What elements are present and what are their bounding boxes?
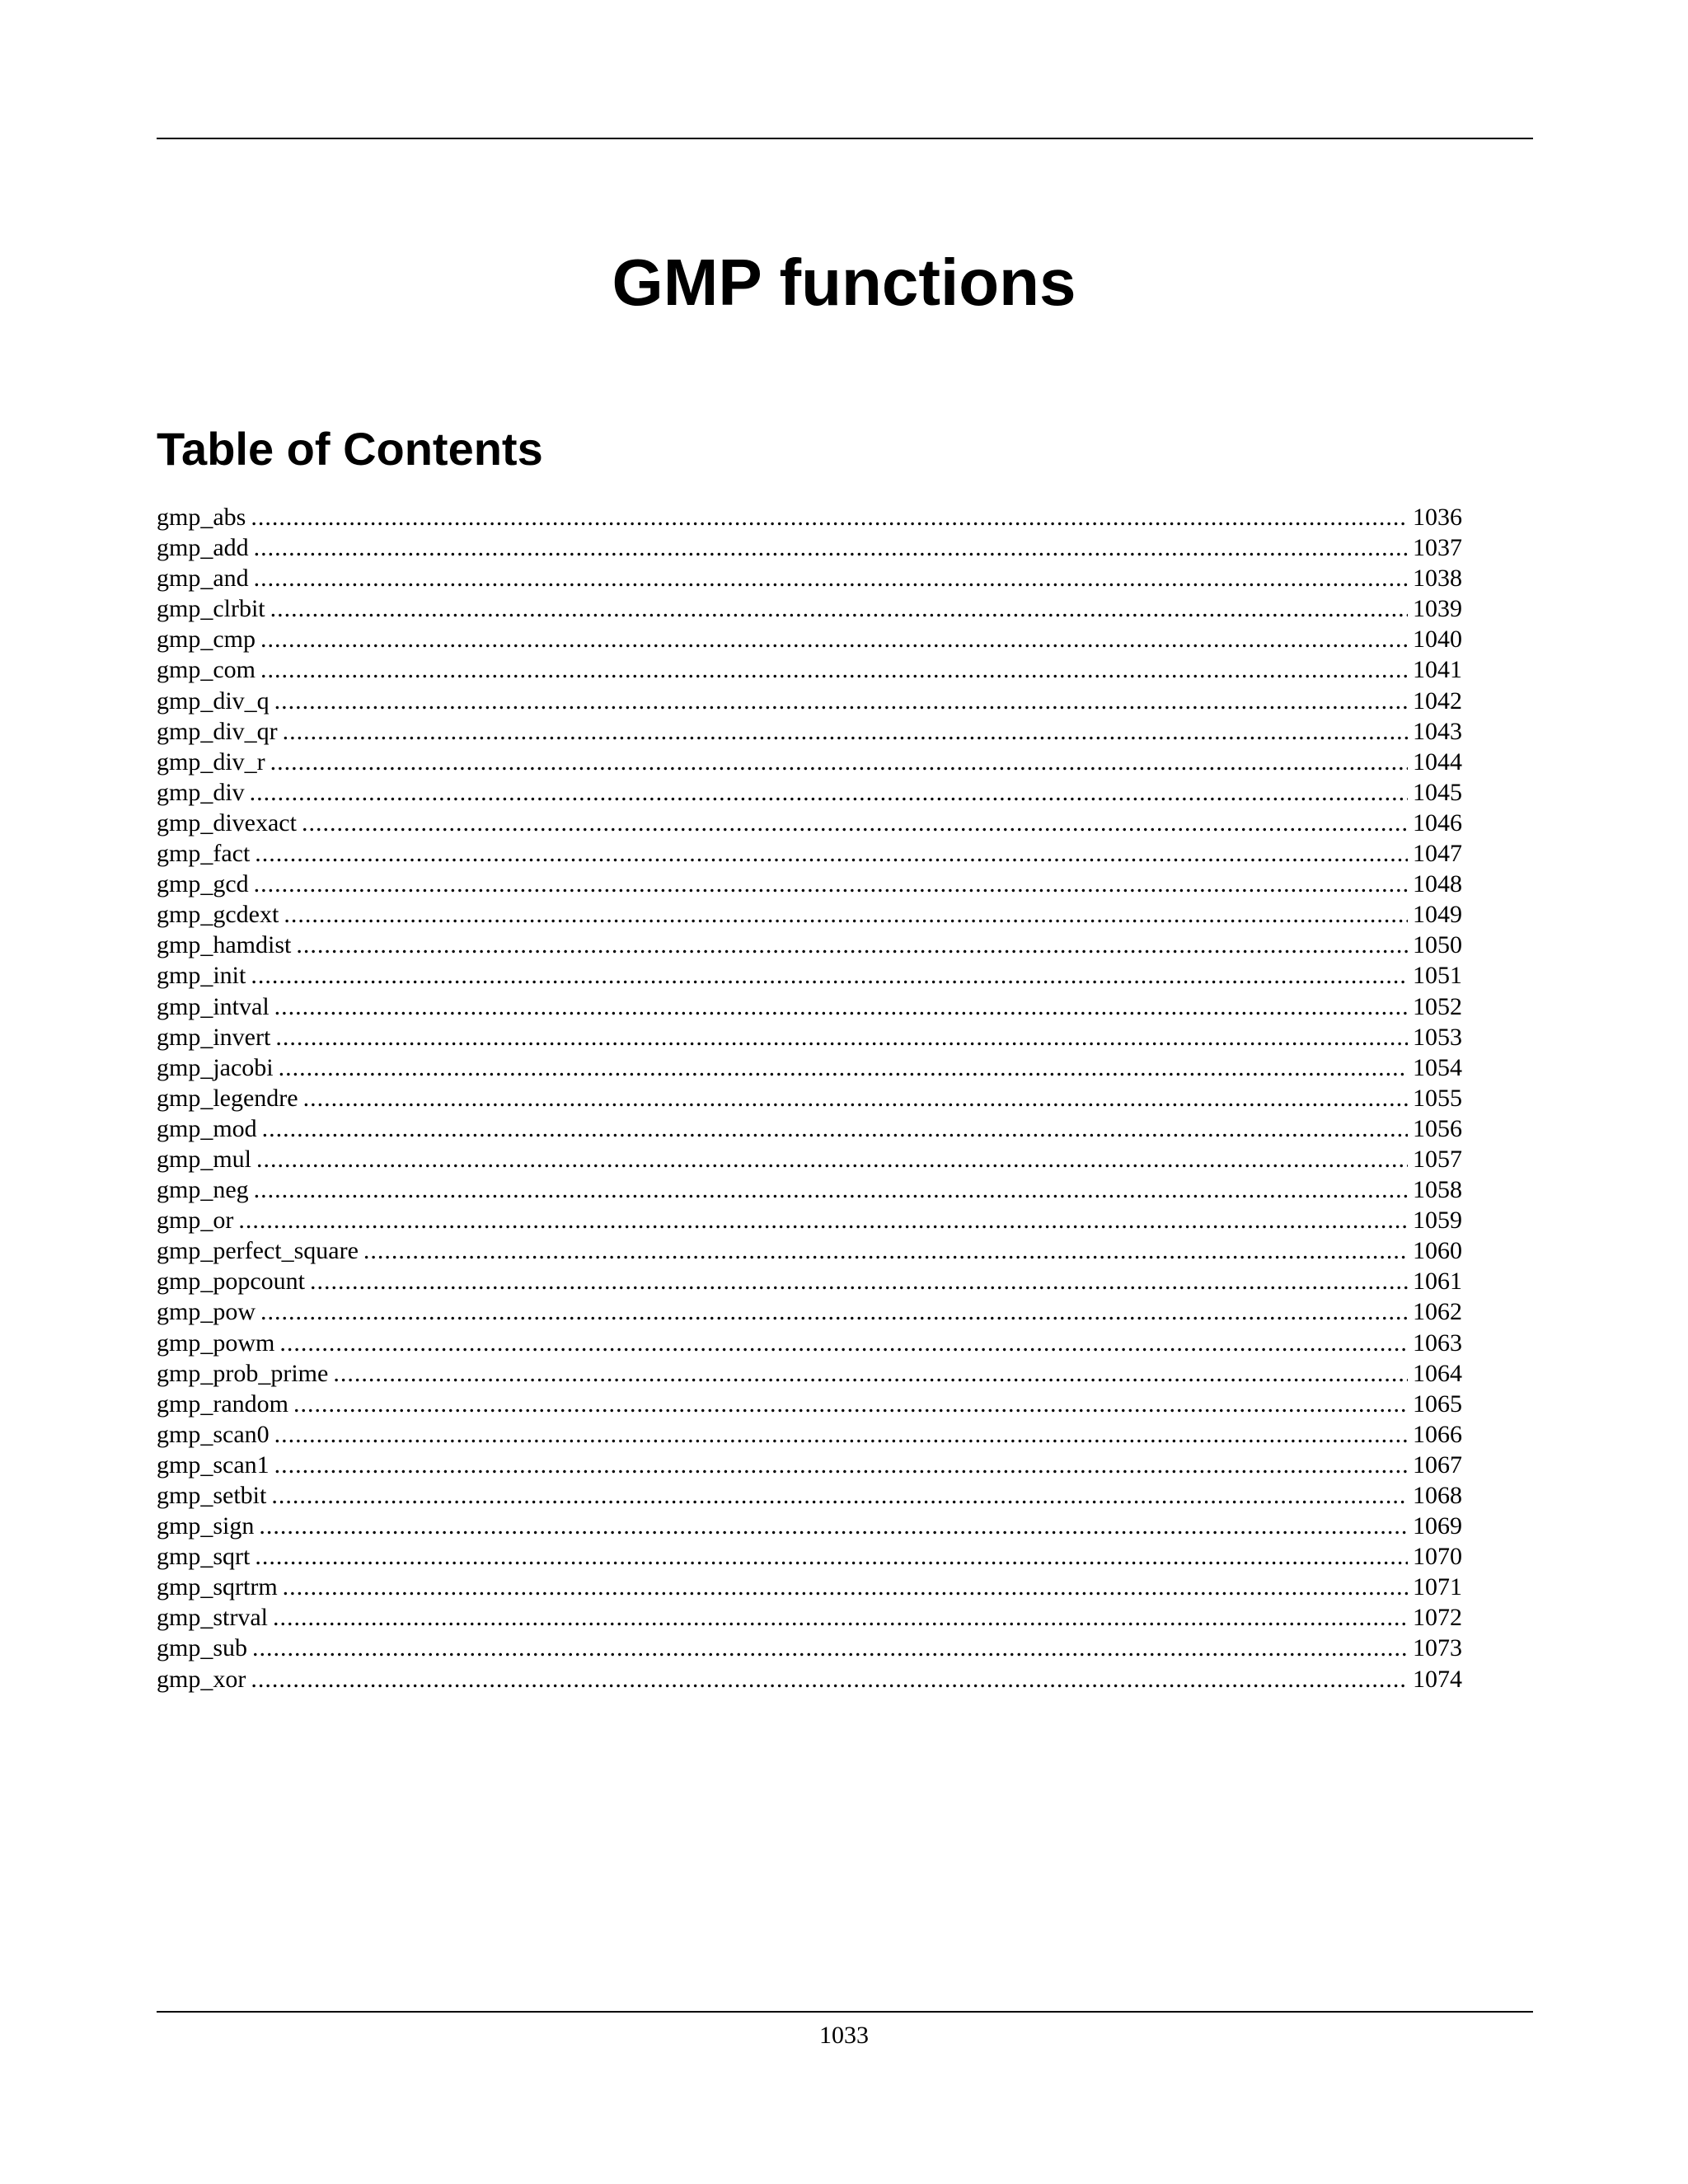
toc-entry[interactable] xyxy=(157,686,1462,716)
toc-entry[interactable] xyxy=(157,991,1462,1022)
toc-dot-leader xyxy=(251,502,1408,532)
toc-dot-leader xyxy=(273,1602,1408,1633)
toc-entry-page[interactable]: 1073 xyxy=(1413,1634,1462,1662)
toc-entry-name[interactable]: gmp_init xyxy=(157,962,246,990)
toc-entry-name[interactable]: gmp_sign xyxy=(157,1512,255,1540)
toc-entry[interactable] xyxy=(157,1205,1462,1235)
toc-entry[interactable] xyxy=(157,899,1462,930)
toc-entry[interactable] xyxy=(157,1664,1462,1694)
toc-entry-name[interactable]: gmp_scan0 xyxy=(157,1420,270,1448)
toc-dot-leader xyxy=(271,1480,1408,1511)
toc-entry-name[interactable]: gmp_sub xyxy=(157,1634,248,1662)
toc-entry[interactable] xyxy=(157,563,1462,593)
toc-dot-leader xyxy=(254,532,1408,563)
toc-entry-page[interactable]: 1043 xyxy=(1413,717,1462,745)
toc-entry[interactable] xyxy=(157,532,1462,563)
toc-dot-leader xyxy=(284,899,1408,930)
toc-dot-leader xyxy=(270,747,1408,777)
toc-entry-name[interactable]: gmp_invert xyxy=(157,1023,271,1051)
toc-entry-page[interactable]: 1070 xyxy=(1413,1543,1462,1571)
toc-entry-name[interactable]: gmp_setbit xyxy=(157,1482,267,1509)
toc-dot-leader xyxy=(279,1052,1408,1083)
toc-entry-page[interactable]: 1046 xyxy=(1413,808,1462,837)
toc-entry[interactable] xyxy=(157,777,1462,808)
toc-entry-page[interactable]: 1061 xyxy=(1413,1268,1462,1296)
toc-entry[interactable] xyxy=(157,593,1462,624)
toc-entry[interactable] xyxy=(157,1174,1462,1205)
toc-entry-page[interactable]: 1045 xyxy=(1413,778,1462,806)
toc-dot-leader xyxy=(283,716,1408,747)
toc-entry[interactable] xyxy=(157,930,1462,960)
toc-dot-leader xyxy=(270,593,1408,624)
toc-entry-page[interactable]: 1062 xyxy=(1413,1298,1462,1326)
toc-dot-leader xyxy=(275,1022,1408,1052)
toc-entry-page[interactable]: 1053 xyxy=(1413,1023,1462,1051)
toc-entry-page[interactable]: 1063 xyxy=(1413,1329,1462,1357)
toc-entry[interactable] xyxy=(157,1572,1462,1602)
toc-dot-leader xyxy=(254,1174,1408,1205)
toc-entry-page[interactable]: 1049 xyxy=(1413,901,1462,929)
toc-entry-name[interactable]: gmp_sqrtrm xyxy=(157,1573,278,1601)
toc-entry[interactable] xyxy=(157,838,1462,869)
toc-dot-leader xyxy=(250,777,1408,808)
toc-entry[interactable] xyxy=(157,747,1462,777)
toc-entry[interactable] xyxy=(157,1541,1462,1572)
toc-dot-leader xyxy=(302,808,1408,838)
toc-dot-leader xyxy=(274,686,1408,716)
toc-dot-leader xyxy=(259,1511,1408,1541)
toc-dot-leader xyxy=(310,1266,1408,1296)
toc-entry[interactable] xyxy=(157,869,1462,899)
toc-entry-page[interactable]: 1068 xyxy=(1413,1482,1462,1509)
toc-entry-name[interactable]: gmp_div xyxy=(157,778,245,806)
toc-entry-page[interactable]: 1039 xyxy=(1413,595,1462,623)
toc-entry-name[interactable]: gmp_or xyxy=(157,1207,234,1235)
toc-dot-leader xyxy=(254,563,1408,593)
toc-dot-leader xyxy=(256,1144,1408,1174)
toc-dot-leader xyxy=(262,1113,1408,1144)
toc-heading: Table of Contents xyxy=(157,423,543,475)
toc-dot-leader xyxy=(274,1419,1408,1450)
toc-entry-page[interactable]: 1052 xyxy=(1413,992,1462,1020)
toc-entry-name[interactable]: gmp_perfect_square xyxy=(157,1237,359,1265)
toc-entry-page[interactable]: 1060 xyxy=(1413,1237,1462,1265)
toc-entry-page[interactable]: 1047 xyxy=(1413,840,1462,868)
toc-entry-name[interactable]: gmp_mod xyxy=(157,1114,257,1142)
toc-entry-page[interactable]: 1056 xyxy=(1413,1114,1462,1142)
toc-entry[interactable] xyxy=(157,502,1462,532)
toc-dot-leader xyxy=(260,1296,1408,1327)
toc-entry-name[interactable]: gmp_neg xyxy=(157,1176,249,1204)
toc-entry[interactable] xyxy=(157,1419,1462,1450)
toc-entry-name[interactable]: gmp_cmp xyxy=(157,626,256,654)
toc-entry-page[interactable]: 1065 xyxy=(1413,1390,1462,1418)
toc-entry-name[interactable]: gmp_random xyxy=(157,1390,288,1418)
toc-entry[interactable] xyxy=(157,1389,1462,1419)
footer-rule xyxy=(157,2011,1533,2013)
toc-dot-leader xyxy=(296,930,1408,960)
toc-entry-page[interactable]: 1051 xyxy=(1413,962,1462,990)
toc-entry[interactable] xyxy=(157,1052,1462,1083)
toc-entry-name[interactable]: gmp_legendre xyxy=(157,1084,298,1112)
toc-entry-name[interactable]: gmp_hamdist xyxy=(157,931,292,959)
toc-entry-name[interactable]: gmp_prob_prime xyxy=(157,1359,329,1387)
toc-entry-name[interactable]: gmp_div_qr xyxy=(157,717,278,745)
page-title: GMP functions xyxy=(612,246,1076,319)
toc-entry-page[interactable]: 1042 xyxy=(1413,687,1462,715)
toc-entry-page[interactable]: 1038 xyxy=(1413,565,1462,593)
toc-dot-leader xyxy=(293,1389,1408,1419)
toc-entry[interactable] xyxy=(157,624,1462,654)
toc-entry-name[interactable]: gmp_pow xyxy=(157,1298,256,1326)
toc-entry[interactable] xyxy=(157,1113,1462,1144)
toc-entry-name[interactable]: gmp_mul xyxy=(157,1145,252,1173)
toc-entry-name[interactable]: gmp_powm xyxy=(157,1329,275,1357)
toc-entry-name[interactable]: gmp_divexact xyxy=(157,808,297,837)
toc-entry-name[interactable]: gmp_strval xyxy=(157,1604,268,1632)
toc-entry-name[interactable]: gmp_and xyxy=(157,565,249,593)
toc-entry[interactable] xyxy=(157,716,1462,747)
toc-entry-name[interactable]: gmp_add xyxy=(157,534,249,562)
page-number: 1033 xyxy=(819,2022,869,2049)
toc-entry-page[interactable]: 1054 xyxy=(1413,1053,1462,1081)
toc-dot-leader xyxy=(260,654,1408,685)
toc-entry-name[interactable]: gmp_scan1 xyxy=(157,1451,270,1479)
toc-entry[interactable] xyxy=(157,1511,1462,1541)
toc-entry-name[interactable]: gmp_gcd xyxy=(157,870,249,898)
toc-entry[interactable] xyxy=(157,1144,1462,1174)
toc-dot-leader xyxy=(303,1083,1408,1113)
toc-entry-page[interactable]: 1072 xyxy=(1413,1604,1462,1632)
toc-entry-page[interactable]: 1069 xyxy=(1413,1512,1462,1540)
toc-entry-name[interactable]: gmp_div_r xyxy=(157,748,265,776)
toc-entry-name[interactable]: gmp_div_q xyxy=(157,687,270,715)
toc-entry[interactable] xyxy=(157,1480,1462,1511)
toc-entry[interactable] xyxy=(157,960,1462,991)
toc-entry-page[interactable]: 1074 xyxy=(1413,1665,1462,1693)
toc-entry-page[interactable]: 1040 xyxy=(1413,626,1462,654)
toc-dot-leader xyxy=(254,869,1408,899)
toc-entry-name[interactable]: gmp_jacobi xyxy=(157,1053,274,1081)
toc-entry-name[interactable]: gmp_intval xyxy=(157,992,270,1020)
toc-entry-name[interactable]: gmp_abs xyxy=(157,504,246,531)
toc-entry-page[interactable]: 1057 xyxy=(1413,1145,1462,1173)
toc-entry[interactable] xyxy=(157,1296,1462,1327)
toc-dot-leader xyxy=(274,991,1408,1022)
toc-entry-name[interactable]: gmp_gcdext xyxy=(157,901,279,929)
toc-entry-name[interactable]: gmp_popcount xyxy=(157,1268,305,1296)
toc-entry-name[interactable]: gmp_clrbit xyxy=(157,595,265,623)
toc-dot-leader xyxy=(252,1633,1408,1663)
toc-entry[interactable] xyxy=(157,1266,1462,1296)
toc-entry[interactable] xyxy=(157,1633,1462,1663)
toc-entry[interactable] xyxy=(157,1235,1462,1266)
toc-dot-leader xyxy=(283,1572,1408,1602)
toc-entry-name[interactable]: gmp_com xyxy=(157,656,256,684)
toc-entry-name[interactable]: gmp_xor xyxy=(157,1665,246,1693)
toc-entry[interactable] xyxy=(157,808,1462,838)
toc-entry-page[interactable]: 1041 xyxy=(1413,656,1462,684)
toc-entry[interactable] xyxy=(157,1602,1462,1633)
toc-entry-page[interactable]: 1071 xyxy=(1413,1573,1462,1601)
toc-entry[interactable] xyxy=(157,654,1462,685)
toc-dot-leader xyxy=(255,838,1408,869)
toc-dot-leader xyxy=(251,960,1408,991)
toc-dot-leader xyxy=(279,1328,1408,1358)
toc-entry-name[interactable]: gmp_fact xyxy=(157,840,251,868)
toc-entry[interactable] xyxy=(157,1328,1462,1358)
toc-entry-page[interactable]: 1064 xyxy=(1413,1359,1462,1387)
toc-dot-leader xyxy=(260,624,1408,654)
toc-entry-page[interactable]: 1055 xyxy=(1413,1084,1462,1112)
toc-entry-name[interactable]: gmp_sqrt xyxy=(157,1543,251,1571)
toc-entry-page[interactable]: 1059 xyxy=(1413,1207,1462,1235)
toc-entry-page[interactable]: 1058 xyxy=(1413,1176,1462,1204)
toc-entry[interactable] xyxy=(157,1450,1462,1480)
toc-dot-leader xyxy=(363,1235,1408,1266)
table-of-contents xyxy=(157,502,1462,1694)
toc-entry[interactable] xyxy=(157,1022,1462,1052)
toc-entry-page[interactable]: 1044 xyxy=(1413,748,1462,776)
toc-entry-page[interactable]: 1066 xyxy=(1413,1420,1462,1448)
toc-dot-leader xyxy=(333,1358,1408,1389)
toc-dot-leader xyxy=(238,1205,1408,1235)
toc-entry-page[interactable]: 1036 xyxy=(1413,504,1462,531)
toc-entry-page[interactable]: 1048 xyxy=(1413,870,1462,898)
header-rule xyxy=(157,138,1533,139)
toc-dot-leader xyxy=(255,1541,1408,1572)
toc-entry-page[interactable]: 1067 xyxy=(1413,1451,1462,1479)
toc-entry[interactable] xyxy=(157,1358,1462,1389)
toc-entry-page[interactable]: 1037 xyxy=(1413,534,1462,562)
toc-dot-leader xyxy=(274,1450,1408,1480)
toc-dot-leader xyxy=(251,1664,1408,1694)
toc-entry[interactable] xyxy=(157,1083,1462,1113)
toc-entry-page[interactable]: 1050 xyxy=(1413,931,1462,959)
